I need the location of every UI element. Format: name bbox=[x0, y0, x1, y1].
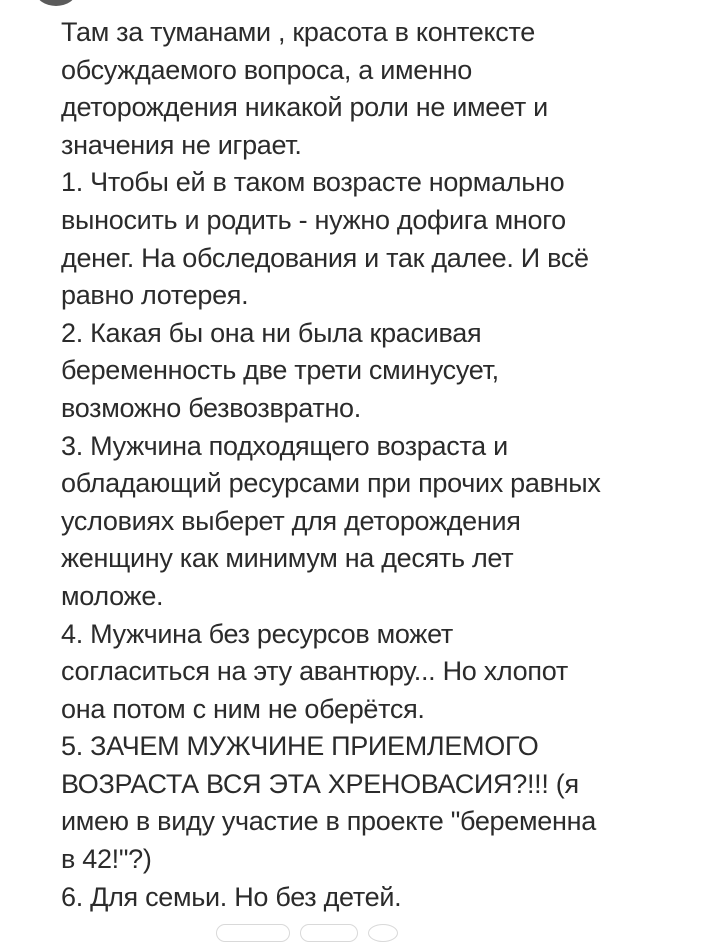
comment-line: 1. Чтобы ей в таком возрасте нормально bbox=[61, 167, 565, 198]
comment-line: моложе. bbox=[61, 580, 164, 611]
comment-line: деторождения никакой роли не имеет и bbox=[61, 92, 548, 123]
comment-line: значения не играет. bbox=[61, 129, 302, 160]
comment-line: денег. На обследования и так далее. И всё bbox=[61, 242, 589, 273]
comment-line: обсуждаемого вопроса, а именно bbox=[61, 54, 472, 85]
comment-line: в 42!"?) bbox=[61, 844, 152, 875]
comment-line: беременность две трети сминусует, bbox=[61, 355, 499, 386]
comment-line: имею в виду участие в проекте "беременна bbox=[61, 806, 596, 837]
comment-line: женщину как минимум на десять лет bbox=[61, 543, 514, 574]
comment-line: ВОЗРАСТА ВСЯ ЭТА ХРЕНОВАСИЯ?!!! (я bbox=[61, 768, 579, 799]
comment-line: 4. Мужчина без ресурсов может bbox=[61, 618, 453, 649]
comment-line: выносить и родить - нужно дофига много bbox=[61, 204, 566, 235]
comment-line: условиях выберет для деторождения bbox=[61, 505, 521, 536]
comment-line: возможно безвозвратно. bbox=[61, 392, 361, 423]
avatar[interactable] bbox=[36, 0, 76, 6]
comment-line: она потом с ним не оберётся. bbox=[61, 693, 425, 724]
comment-line: 6. Для семьи. Но без детей. bbox=[61, 881, 402, 912]
reaction-button[interactable] bbox=[216, 924, 290, 942]
comment-text bbox=[61, 14, 701, 916]
comment-line: 2. Какая бы она ни была красивая bbox=[61, 317, 482, 348]
comment-line: 5. ЗАЧЕМ МУЖЧИНЕ ПРИЕМЛЕМОГО bbox=[61, 731, 539, 762]
comment-line: согласиться на эту авантюру... Но хлопот bbox=[61, 656, 568, 687]
reply-button[interactable] bbox=[300, 924, 358, 942]
comment-line: обладающий ресурсами при прочих равных bbox=[61, 468, 601, 499]
comment-line: равно лотерея. bbox=[61, 280, 249, 311]
comment-actions-bar bbox=[0, 916, 720, 932]
more-button[interactable] bbox=[368, 924, 398, 942]
comment-line: 3. Мужчина подходящего возраста и bbox=[61, 430, 508, 461]
comment-line: Там за туманами , красота в контексте bbox=[61, 17, 535, 47]
